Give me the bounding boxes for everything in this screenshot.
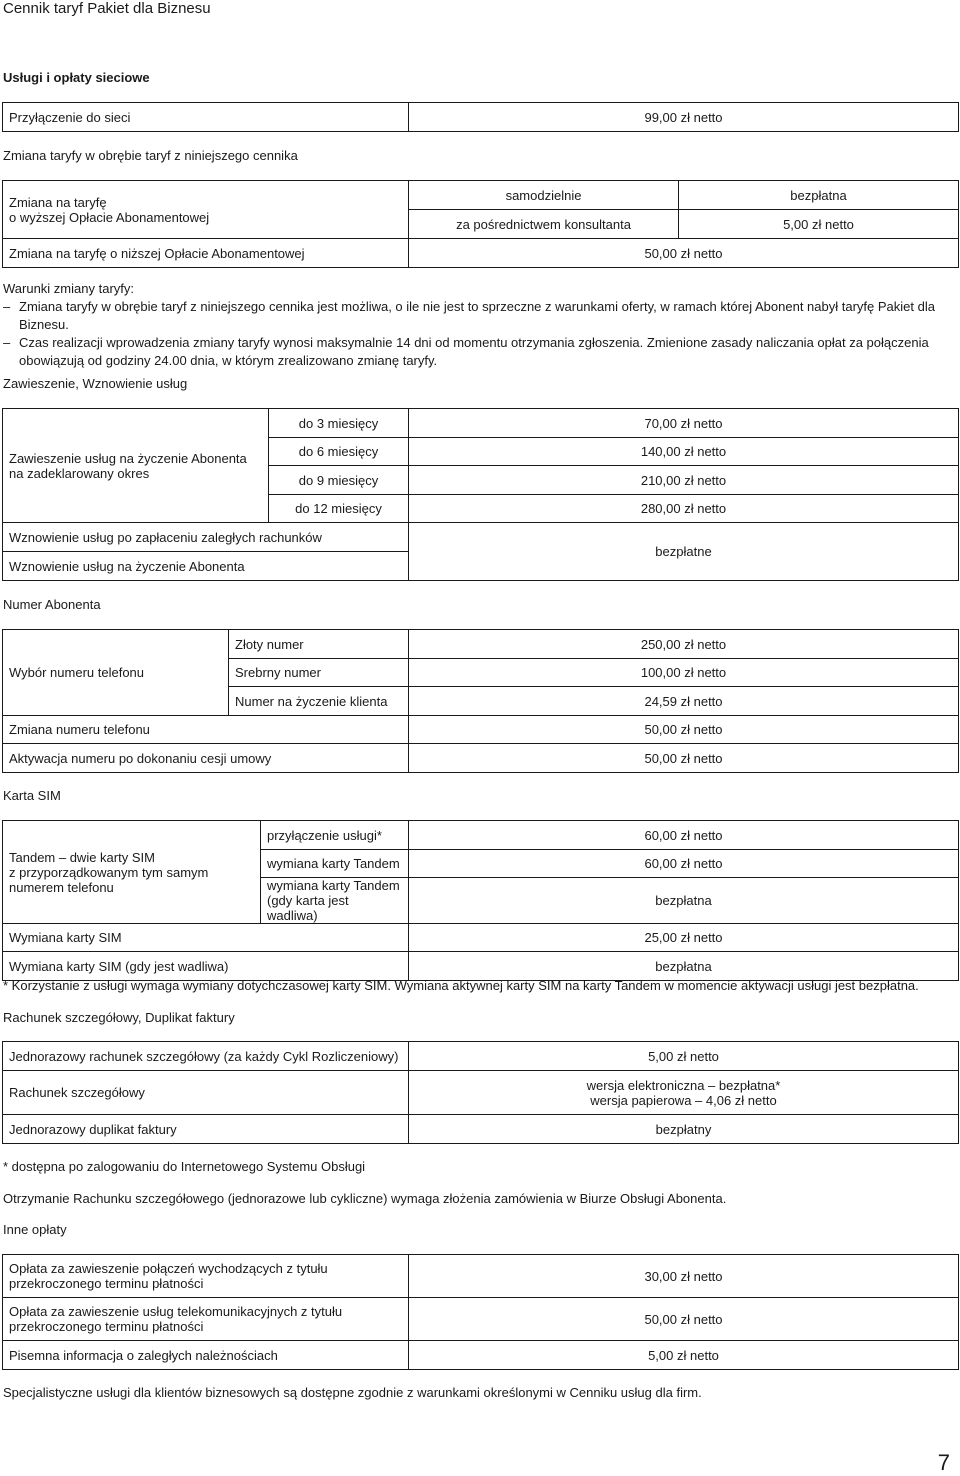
other-fee-label-line2: przekroczonego terminu płatności xyxy=(9,1276,204,1291)
billing-price-line1: wersja elektroniczna – bezpłatna* xyxy=(586,1077,781,1093)
suspension-price: 70,00 zł netto xyxy=(409,409,959,438)
other-fee-label: Pisemna informacja o zaległych należnościach xyxy=(3,1341,409,1370)
option-price: bezpłatna xyxy=(679,181,959,210)
option-mode: samodzielnie xyxy=(409,181,679,210)
tariff-change-table xyxy=(2,180,959,268)
number-change-label: Zmiana numeru telefonu xyxy=(3,716,409,744)
number-type: Złoty numer xyxy=(229,630,409,659)
sim-replace-defect-label: Wymiana karty SIM (gdy jest wadliwa) xyxy=(3,952,409,981)
connection-label: Przyłączenie do sieci xyxy=(3,103,409,132)
billing-table xyxy=(2,1041,959,1144)
sim-table xyxy=(2,820,959,981)
condition-dash: – xyxy=(3,335,11,350)
suspension-price: 280,00 zł netto xyxy=(409,495,959,523)
higher-fee-label xyxy=(3,181,409,239)
tandem-label xyxy=(3,821,261,924)
footer-note: Specjalistyczne usługi dla klientów biznesowych są dostępne zgodnie z warunkami określonymi w Cenniku usług dla firm. xyxy=(3,1385,702,1400)
tandem-label-line3: numerem telefonu xyxy=(9,879,114,895)
billing-price: 5,00 zł netto xyxy=(409,1042,959,1071)
number-activation-label: Aktywacja numeru po dokonaniu cesji umowy xyxy=(3,744,409,773)
sim-replace-price: 25,00 zł netto xyxy=(409,924,959,952)
number-choice-label: Wybór numeru telefonu xyxy=(3,630,229,716)
billing-label: Jednorazowy duplikat faktury xyxy=(3,1115,409,1144)
tandem-price: 60,00 zł netto xyxy=(409,850,959,878)
tandem-item-line2: (gdy karta jest wadliwa) xyxy=(267,893,349,923)
suspension-period: do 3 miesięcy xyxy=(269,409,409,438)
tandem-label-line2: z przyporządkowanym tym samym xyxy=(9,864,209,880)
section-title-network: Usługi i opłaty sieciowe xyxy=(3,70,150,85)
page-number: 7 xyxy=(937,1450,950,1475)
condition-item xyxy=(3,298,943,334)
other-fee-label-line2: przekroczonego terminu płatności xyxy=(9,1319,204,1334)
tandem-label-line1: Tandem – dwie karty SIM xyxy=(9,849,155,865)
tandem-price: 60,00 zł netto xyxy=(409,821,959,850)
suspension-period: do 9 miesięcy xyxy=(269,466,409,495)
suspension-price: 140,00 zł netto xyxy=(409,438,959,466)
other-fee-label xyxy=(3,1298,409,1341)
tariff-change-conditions xyxy=(3,280,943,370)
page-title: Cennik taryf Pakiet dla Biznesu xyxy=(3,0,211,17)
number-change-price: 50,00 zł netto xyxy=(409,716,959,744)
other-fees-table xyxy=(2,1254,959,1370)
tandem-price: bezpłatna xyxy=(409,878,959,924)
number-activation-price: 50,00 zł netto xyxy=(409,744,959,773)
suspension-label-line1: Zawieszenie usług na życzenie Abonenta xyxy=(9,450,247,466)
suspension-period: do 6 miesięcy xyxy=(269,438,409,466)
connection-price: 99,00 zł netto xyxy=(409,103,959,132)
other-fee-price: 5,00 zł netto xyxy=(409,1341,959,1370)
connection-table xyxy=(2,102,959,132)
suspension-label-line2: na zadeklarowany okres xyxy=(9,465,150,481)
option-mode: za pośrednictwem konsultanta xyxy=(409,210,679,239)
higher-fee-label-line2: o wyższej Opłacie Abonamentowej xyxy=(9,209,210,225)
other-fee-label xyxy=(3,1255,409,1298)
resume-on-request-label: Wznowienie usług na życzenie Abonenta xyxy=(3,552,409,581)
sim-footnote: * Korzystanie z usługi wymaga wymiany dotychczasowej karty SIM. Wymiana aktywnej karty SIM na karty Tandem w momencie aktywacji usługi jest bezpłatna. xyxy=(3,978,919,993)
billing-label: Rachunek szczegółowy xyxy=(3,1071,409,1115)
resume-price: bezpłatne xyxy=(409,523,959,581)
section-title-number: Numer Abonenta xyxy=(3,597,101,612)
number-table xyxy=(2,629,959,773)
billing-price-line2: wersja papierowa – 4,06 zł netto xyxy=(590,1092,777,1108)
condition-text: Czas realizacji wprowadzenia zmiany taryfy wynosi maksymalnie 14 dni od momentu otrzymania zgłoszenia. Zmienione zasady naliczania opłat za połączenia obowiązują od godziny 24.00 dnia, w którym zrealizowano zmianę taryfy. xyxy=(19,335,929,368)
suspension-period: do 12 miesięcy xyxy=(269,495,409,523)
number-type: Srebrny numer xyxy=(229,659,409,687)
tariff-change-title: Zmiana taryfy w obrębie taryf z niniejszego cennika xyxy=(3,148,298,163)
condition-text: Zmiana taryfy w obrębie taryf z niniejszego cennika jest możliwa, o ile nie jest to sprzeczne z warunkami oferty, w ramach której Abonent nabył taryfę Pakiet dla Biznesu. xyxy=(19,299,935,332)
suspension-price: 210,00 zł netto xyxy=(409,466,959,495)
tandem-item: wymiana karty Tandem xyxy=(261,850,409,878)
billing-price: bezpłatny xyxy=(409,1115,959,1144)
billing-footnote: * dostępna po zalogowaniu do Internetowego Systemu Obsługi xyxy=(3,1159,366,1174)
condition-dash: – xyxy=(3,299,11,314)
number-type: Numer na życzenie klienta xyxy=(229,687,409,716)
number-price: 100,00 zł netto xyxy=(409,659,959,687)
number-price: 24,59 zł netto xyxy=(409,687,959,716)
number-price: 250,00 zł netto xyxy=(409,630,959,659)
billing-note: Otrzymanie Rachunku szczegółowego (jednorazowe lub cykliczne) wymaga złożenia zamówienia w Biurze Obsługi Abonenta. xyxy=(3,1191,727,1206)
lower-fee-label: Zmiana na taryfę o niższej Opłacie Abonamentowej xyxy=(3,239,409,268)
section-title-other: Inne opłaty xyxy=(3,1222,67,1237)
sim-replace-defect-price: bezpłatna xyxy=(409,952,959,981)
tandem-item-line1: wymiana karty Tandem xyxy=(267,878,400,893)
section-title-billing: Rachunek szczegółowy, Duplikat faktury xyxy=(3,1010,235,1025)
option-price: 5,00 zł netto xyxy=(679,210,959,239)
section-title-sim: Karta SIM xyxy=(3,788,61,803)
higher-fee-label-line1: Zmiana na taryfę xyxy=(9,194,107,210)
suspension-label xyxy=(3,409,269,523)
conditions-title: Warunki zmiany taryfy: xyxy=(3,281,134,296)
other-fee-label-line1: Opłata za zawieszenie połączeń wychodzących z tytułu xyxy=(9,1261,328,1276)
other-fee-label-line1: Opłata za zawieszenie usług telekomunikacyjnych z tytułu xyxy=(9,1304,343,1319)
billing-label: Jednorazowy rachunek szczegółowy (za każdy Cykl Rozliczeniowy) xyxy=(3,1042,409,1071)
other-fee-price: 30,00 zł netto xyxy=(409,1255,959,1298)
other-fee-price: 50,00 zł netto xyxy=(409,1298,959,1341)
resume-after-payment-label: Wznowienie usług po zapłaceniu zaległych rachunków xyxy=(3,523,409,552)
condition-item xyxy=(3,334,943,370)
section-title-suspension: Zawieszenie, Wznowienie usług xyxy=(3,376,188,391)
suspension-table xyxy=(2,408,959,581)
sim-replace-label: Wymiana karty SIM xyxy=(3,924,409,952)
lower-fee-price: 50,00 zł netto xyxy=(409,239,959,268)
tandem-item: przyłączenie usługi* xyxy=(261,821,409,850)
billing-price xyxy=(409,1071,959,1115)
tandem-item xyxy=(261,878,409,924)
